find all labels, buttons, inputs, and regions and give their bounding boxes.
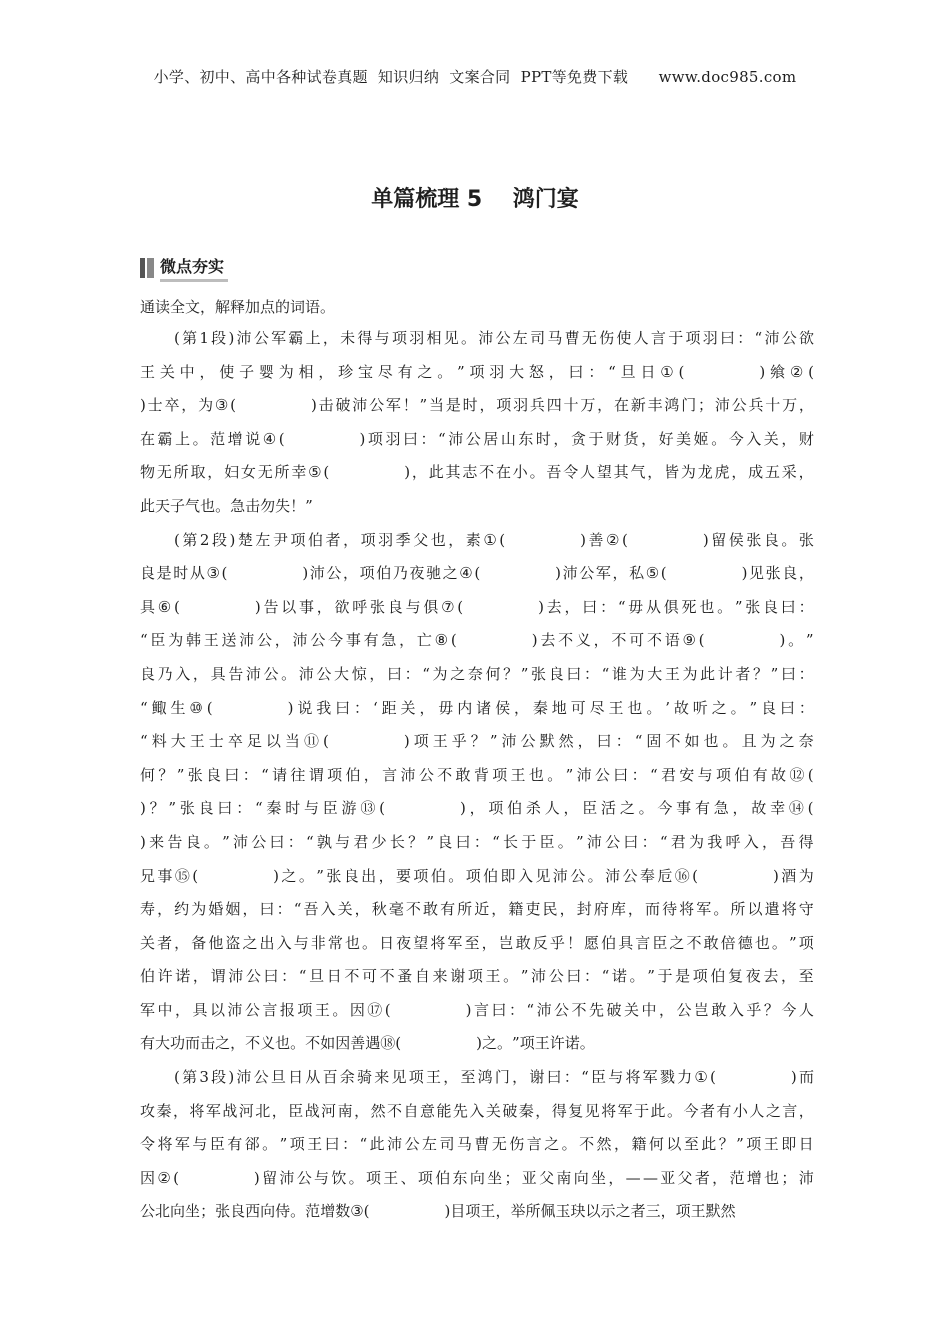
passage-line: 公 北 向 坐 ； 张 良 西 向 侍 。 范 增 数 ③ ( ) 目 项 王 ， 举 所 佩 玉 玦 以 示 之 者 三 ， 项 王 默 然 <box>140 1202 736 1221</box>
passage-line: ( 第 3 段 ) 沛 公 旦 日 从 百 余 骑 来 见 项 王 ， 至 鸿 门 ， 谢 曰 ： “ 臣 与 将 军 戮 力 ① ( ) 而 <box>174 1068 814 1087</box>
passage-line: 寿 ， 约 为 婚 姻 ， 曰 ： “ 吾 入 关 ， 秋 毫 不 敢 有 所 近 ， 籍 吏 民 ， 封 府 库 ， 而 待 将 军 。 所 以 遣 将 守 <box>140 900 814 919</box>
passage-line: 具 ⑥ ( ) 告 以 事 ， 欲 呼 张 良 与 俱 ⑦ ( ) 去 ， 曰 ： “ 毋 从 俱 死 也 。 ” 张 良 曰 ： <box>140 597 814 616</box>
passage-line: 此 天 子 气 也 。 急 击 勿 失 ！ ” <box>140 496 313 515</box>
section-marker-icon <box>147 258 154 278</box>
passage-line: “ 鲰 生 ⑩ ( ) 说 我 曰 ： ‘ 距 关 ， 毋 内 诸 侯 ， 秦 地 可 尽 王 也 。 ’ 故 听 之 。 ” 良 曰 ： <box>140 698 814 717</box>
passage-line: ) ？ ” 张 良 曰 ： “ 秦 时 与 臣 游 ⑬ ( ) ， 项 伯 杀 人 ， 臣 活 之 。 今 事 有 急 ， 故 幸 ⑭ ( <box>140 799 814 818</box>
instruction-text: 通读全文，解释加点的词语。 <box>140 298 336 316</box>
page-title: 单篇梳理 5 鸿门宴 <box>371 187 579 212</box>
passage-line: 因 ② ( ) 留 沛 公 与 饮 。 项 王 、 项 伯 东 向 坐 ； 亚 父 南 向 坐 ， — — 亚 父 者 ， 范 增 也 ； 沛 <box>140 1168 814 1187</box>
passage-line: “ 料 大 王 士 卒 足 以 当 ⑪ ( ) 项 王 乎 ？ ” 沛 公 默 然 ， 曰 ： “ 固 不 如 也 。 且 为 之 奈 <box>140 732 814 751</box>
passage-line: 在 霸 上 。 范 增 说 ④ ( ) 项 羽 曰 ： “ 沛 公 居 山 东 时 ， 贪 于 财 货 ， 好 美 姬 。 今 入 关 ， 财 <box>140 429 814 448</box>
section-marker-icon <box>140 258 145 278</box>
passage-line: 军 中 ， 具 以 沛 公 言 报 项 王 。 因 ⑰ ( ) 言 曰 ： “ 沛 公 不 先 破 关 中 ， 公 岂 敢 入 乎 ？ 今 人 <box>140 1000 814 1019</box>
passage-line: 良 是 时 从 ③ ( ) 沛 公 ， 项 伯 乃 夜 驰 之 ④ ( ) 沛 公 军 ， 私 ⑤ ( ) 见 张 良 ， <box>140 564 814 583</box>
passage-line: 物 无 所 取 ， 妇 女 无 所 幸 ⑤ ( ) ， 此 其 志 不 在 小 。 吾 令 人 望 其 气 ， 皆 为 龙 虎 ， 成 五 采 ， <box>140 463 814 482</box>
passage-line: ( 第 2 段 ) 楚 左 尹 项 伯 者 ， 项 羽 季 父 也 ， 素 ① ( ) 善 ② ( ) 留 侯 张 良 。 张 <box>174 530 814 549</box>
passage-line: 攻 秦 ， 将 军 战 河 北 ， 臣 战 河 南 ， 然 不 自 意 能 先 入 关 破 秦 ， 得 复 见 将 军 于 此 。 今 者 有 小 人 之 言 ， <box>140 1101 814 1120</box>
passage-line: 令 将 军 与 臣 有 郤 。 ” 项 王 曰 ： “ 此 沛 公 左 司 马 曹 无 伤 言 之 。 不 然 ， 籍 何 以 至 此 ？ ” 项 王 即 日 <box>140 1135 814 1154</box>
passage-line: 良 乃 入 ， 具 告 沛 公 。 沛 公 大 惊 ， 曰 ： “ 为 之 奈 何 ？ ” 张 良 曰 ： “ 谁 为 大 王 为 此 计 者 ？ ” 曰 ： <box>140 664 814 683</box>
passage <box>140 322 814 1229</box>
passage-line: ( 第 1 段 ) 沛 公 军 霸 上 ， 未 得 与 项 羽 相 见 。 沛 公 左 司 马 曹 无 伤 使 人 言 于 项 羽 曰 ： “ 沛 公 欲 <box>174 329 814 347</box>
passage-line: 何 ？ ” 张 良 曰 ： “ 请 往 谓 项 伯 ， 言 沛 公 不 敢 背 项 王 也 。 ” 沛 公 曰 ： “ 君 安 与 项 伯 有 故 ⑫ ( <box>140 765 814 784</box>
passage-line: 兄 事 ⑮ ( ) 之 。 ” 张 良 出 ， 要 项 伯 。 项 伯 即 入 见 沛 公 。 沛 公 奉 卮 ⑯ ( ) 酒 为 <box>140 866 814 885</box>
section-heading <box>140 256 228 280</box>
passage-line: “ 臣 为 韩 王 送 沛 公 ， 沛 公 今 事 有 急 ， 亡 ⑧ ( ) 去 不 义 ， 不 可 不 语 ⑨ ( ) 。 ” <box>140 631 814 650</box>
passage-line: ) 来 告 良 。 ” 沛 公 曰 ： “ 孰 与 君 少 长 ？ ” 良 曰 ： “ 长 于 臣 。 ” 沛 公 曰 ： “ 君 为 我 呼 入 ， 吾 得 <box>140 832 814 851</box>
section-label: 微点夯实 <box>160 254 228 282</box>
passage-line: 王 关 中 ， 使 子 婴 为 相 ， 珍 宝 尽 有 之 。 ” 项 羽 大 怒 ， 曰 ： “ 旦 日 ① ( ) 飨 ② ( <box>140 362 814 381</box>
page-header: 小学、初中、高中各种试卷真题 知识归纳 文案合同 PPT等免费下载 www.doc985.com <box>153 68 797 86</box>
passage-line: 有 大 功 而 击 之 ， 不 义 也 。 不 如 因 善 遇 ⑱ ( ) 之 。 ” 项 王 许 诺 。 <box>140 1034 595 1053</box>
passage-line: 伯 许 诺 ， 谓 沛 公 曰 ： “ 旦 日 不 可 不 蚤 自 来 谢 项 王 。 ” 沛 公 曰 ： “ 诺 。 ” 于 是 项 伯 复 夜 去 ， 至 <box>140 967 814 986</box>
passage-line: ) 士 卒 ， 为 ③ ( ) 击 破 沛 公 军 ！ ” 当 是 时 ， 项 羽 兵 四 十 万 ， 在 新 丰 鸿 门 ； 沛 公 兵 十 万 ， <box>140 396 814 415</box>
passage-line: 关 者 ， 备 他 盗 之 出 入 与 非 常 也 。 日 夜 望 将 军 至 ， 岂 敢 反 乎 ！ 愿 伯 具 言 臣 之 不 敢 倍 德 也 。 ” 项 <box>140 933 814 952</box>
